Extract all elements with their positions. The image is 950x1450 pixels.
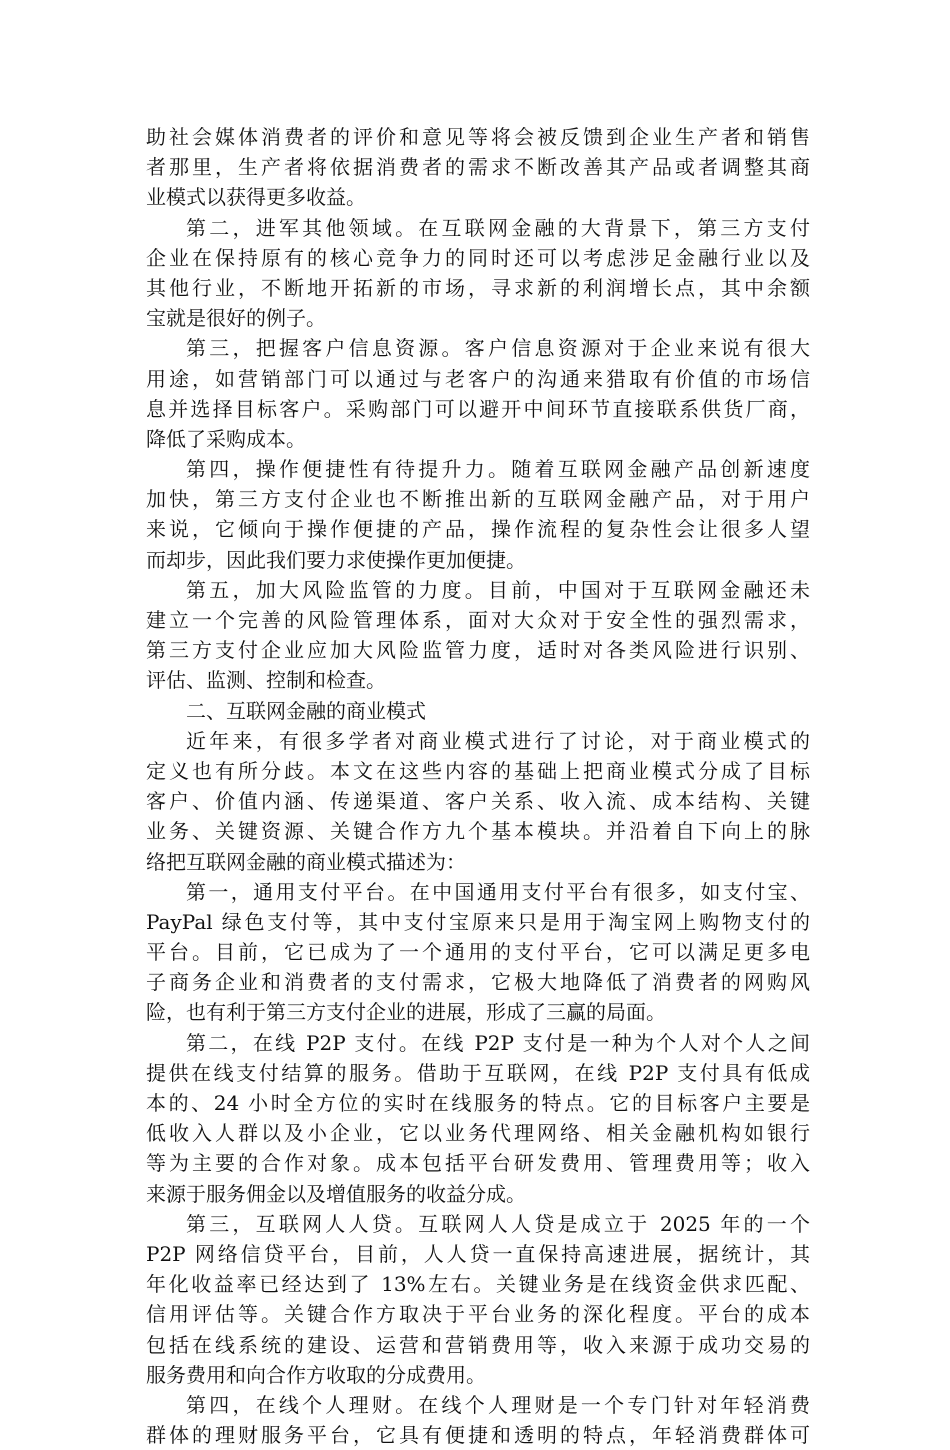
text-line: PayPal 绿色支付等，其中支付宝原来只是用于淘宝网上购物支付的	[146, 909, 810, 934]
text-line: 第四，在线个人理财。在线个人理财是一个专门针对年轻消费	[186, 1392, 810, 1417]
text-line: 企业在保持原有的核心竞争力的同时还可以考虑涉足金融行业以及	[146, 245, 810, 270]
text-line: 子商务企业和消费者的支付需求，它极大地降低了消费者的网购风	[146, 970, 810, 995]
document-body	[146, 122, 810, 1450]
text-line: 第二，在线 P2P 支付。在线 P2P 支付是一种为个人对个人之间	[186, 1030, 810, 1055]
text-line: 第一，通用支付平台。在中国通用支付平台有很多，如支付宝、	[186, 879, 810, 904]
text-line: 第三方支付企业应加大风险监管力度，适时对各类风险进行识别、	[146, 638, 810, 663]
text-line: 信用评估等。关键合作方取决于平台业务的深化程度。平台的成本	[146, 1302, 810, 1327]
text-line: 年化收益率已经达到了 13%左右。关键业务是在线资金供求匹配、	[146, 1272, 810, 1297]
text-line: 来说，它倾向于操作便捷的产品，操作流程的复杂性会让很多人望	[146, 517, 810, 542]
text-line: 服务费用和向合作方收取的分成费用。	[146, 1362, 486, 1387]
text-line: 近年来，有很多学者对商业模式进行了讨论，对于商业模式的	[186, 728, 810, 753]
text-line: 评估、监测、控制和检查。	[146, 668, 386, 693]
text-line: 包括在线系统的建设、运营和营销费用等，收入来源于成功交易的	[146, 1332, 810, 1357]
text-line: 宝就是很好的例子。	[146, 306, 326, 331]
text-line: 第二，进军其他领域。在互联网金融的大背景下，第三方支付	[186, 215, 810, 240]
text-line: 息并选择目标客户。采购部门可以避开中间环节直接联系供货厂商，	[146, 396, 810, 421]
text-line: 业模式以获得更多收益。	[146, 185, 366, 210]
text-line: 第四，操作便捷性有待提升力。随着互联网金融产品创新速度	[186, 457, 810, 482]
text-line: 络把互联网金融的商业模式描述为：	[146, 849, 466, 874]
text-line: 建立一个完善的风险管理体系，面对大众对于安全性的强烈需求，	[146, 608, 810, 632]
text-line: 用途，如营销部门可以通过与老客户的沟通来猎取有价值的市场信	[146, 366, 810, 391]
text-line: 而却步，因此我们要力求使操作更加便捷。	[146, 547, 526, 572]
text-line: 本的、24 小时全方位的实时在线服务的特点。它的目标客户主要是	[146, 1091, 810, 1115]
text-line: 客户、价值内涵、传递渠道、客户关系、收入流、成本结构、关键	[146, 789, 810, 814]
text-line: 来源于服务佣金以及增值服务的收益分成。	[146, 1181, 526, 1206]
text-line: 降低了采购成本。	[146, 426, 306, 451]
text-line: 低收入人群以及小企业，它以业务代理网络、相关金融机构如银行	[146, 1121, 810, 1146]
text-line: 第三，把握客户信息资源。客户信息资源对于企业来说有很大	[186, 336, 810, 361]
text-line: 平台。目前，它已成为了一个通用的支付平台，它可以满足更多电	[146, 940, 810, 965]
text-line: 其他行业，不断地开拓新的市场，寻求新的利润增长点，其中余额	[146, 275, 810, 300]
text-line: 定义也有所分歧。本文在这些内容的基础上把商业模式分成了目标	[146, 758, 810, 783]
text-line: 第三，互联网人人贷。互联网人人贷是成立于 2025 年的一个	[186, 1211, 810, 1236]
text-line: 加快，第三方支付企业也不断推出新的互联网金融产品，对于用户	[146, 487, 810, 512]
text-line: 业务、关键资源、关键合作方九个基本模块。并沿着自下向上的脉	[146, 819, 810, 844]
text-line: 者那里，生产者将依据消费者的需求不断改善其产品或者调整其商	[146, 155, 810, 180]
text-line: 助社会媒体消费者的评价和意见等将会被反馈到企业生产者和销售	[146, 125, 810, 149]
text-line: 二、互联网金融的商业模式	[186, 698, 426, 723]
text-line: 群体的理财服务平台，它具有便捷和透明的特点，年轻消费群体可	[146, 1423, 810, 1448]
text-line: P2P 网络信贷平台，目前，人人贷一直保持高速进展，据统计，其	[146, 1241, 810, 1266]
text-line: 提供在线支付结算的服务。借助于互联网，在线 P2P 支付具有低成	[146, 1060, 810, 1085]
text-line: 险，也有利于第三方支付企业的进展，形成了三赢的局面。	[146, 1000, 666, 1025]
text-line: 第五，加大风险监管的力度。目前，中国对于互联网金融还未	[186, 577, 810, 602]
text-line: 等为主要的合作对象。成本包括平台研发费用、管理费用等；收入	[146, 1151, 810, 1176]
